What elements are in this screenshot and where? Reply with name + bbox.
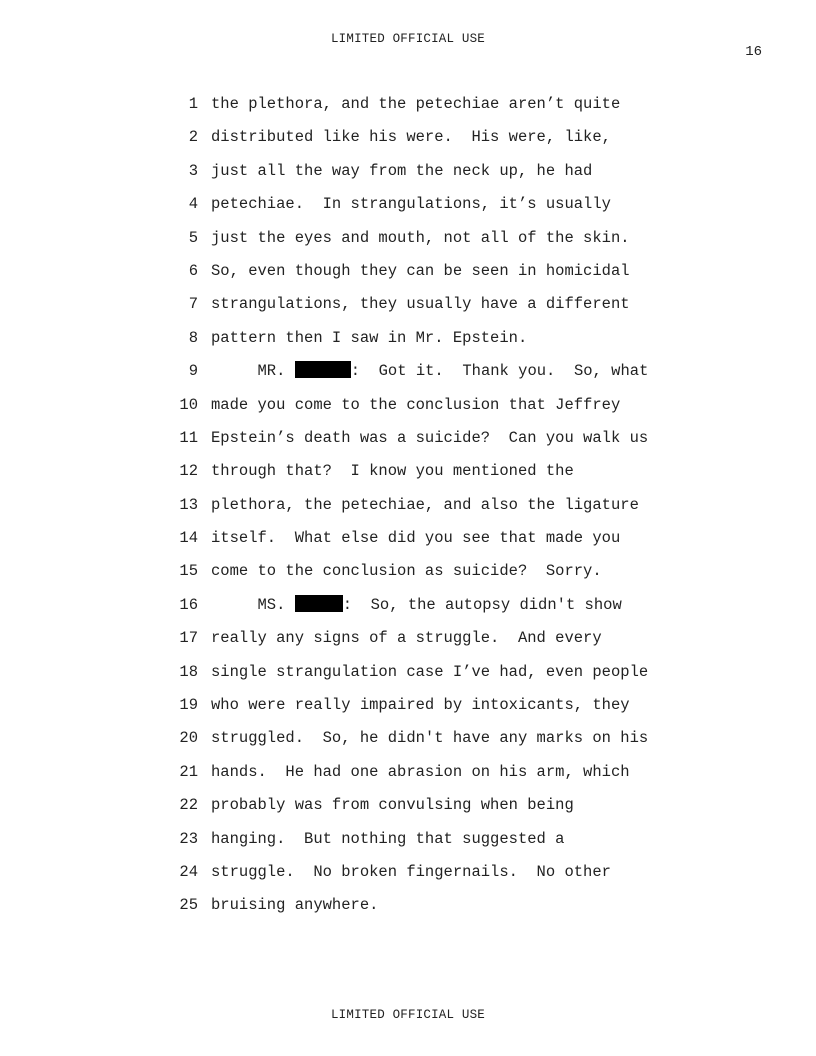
line-text: strangulations, they usually have a different xyxy=(211,295,630,314)
line-text: just the eyes and mouth, not all of the skin. xyxy=(211,228,630,247)
redaction-block xyxy=(295,595,343,612)
line-number: 11 xyxy=(179,428,198,447)
transcript-line xyxy=(168,893,688,926)
line-number: 6 xyxy=(188,261,198,280)
line-number: 1 xyxy=(188,95,198,113)
transcript-line xyxy=(168,459,688,492)
line-number: 10 xyxy=(179,395,198,414)
line-text: petechiae. In strangulations, it’s usually xyxy=(211,195,611,214)
line-text: struggle. No broken fingernails. No other xyxy=(211,862,611,881)
line-text: single strangulation case I’ve had, even people xyxy=(211,662,649,681)
line-text: distributed like his were. His were, like, xyxy=(211,128,611,147)
line-text: struggled. So, he didn't have any marks on his xyxy=(211,729,649,748)
transcript-line xyxy=(168,159,688,192)
line-number: 24 xyxy=(179,862,198,881)
line-number: 17 xyxy=(179,629,198,648)
line-text: So, even though they can be seen in homicidal xyxy=(211,261,630,280)
speaker-label: MS. xyxy=(211,595,295,614)
transcript-line xyxy=(168,760,688,793)
line-text: really any signs of a struggle. And every xyxy=(211,629,602,648)
line-text: bruising anywhere. xyxy=(211,896,379,915)
transcript-line xyxy=(168,693,688,726)
line-number: 19 xyxy=(179,696,198,715)
line-number: 23 xyxy=(179,829,198,848)
line-number: 2 xyxy=(188,128,198,147)
line-number: 13 xyxy=(179,495,198,514)
line-number: 9 xyxy=(188,362,198,381)
line-number: 21 xyxy=(179,762,198,781)
line-text: hanging. But nothing that suggested a xyxy=(211,829,565,848)
transcript-line xyxy=(168,426,688,459)
redaction-block xyxy=(295,361,351,378)
line-text: pattern then I saw in Mr. Epstein. xyxy=(211,328,528,347)
line-number: 18 xyxy=(179,662,198,681)
line-text: who were really impaired by intoxicants, they xyxy=(211,696,630,715)
line-text: : So, the autopsy didn't show xyxy=(342,595,622,614)
transcript-line xyxy=(168,559,688,592)
line-text: the plethora, and the petechiae aren’t quite xyxy=(211,95,621,113)
line-number: 7 xyxy=(188,295,198,314)
transcript-line xyxy=(168,526,688,559)
line-number: 25 xyxy=(179,896,198,915)
transcript-line xyxy=(168,827,688,860)
line-text: Epstein’s death was a suicide? Can you walk us xyxy=(211,428,649,447)
line-text: made you come to the conclusion that Jeffrey xyxy=(211,395,621,414)
line-number: 15 xyxy=(179,562,198,581)
line-text: hands. He had one abrasion on his arm, which xyxy=(211,762,630,781)
line-text: plethora, the petechiae, and also the ligature xyxy=(211,495,639,514)
page-number: 16 xyxy=(745,44,762,60)
transcript-line xyxy=(168,660,688,693)
transcript-line xyxy=(168,626,688,659)
transcript-line xyxy=(168,860,688,893)
transcript-line xyxy=(168,493,688,526)
transcript-line xyxy=(168,593,688,626)
transcript-line xyxy=(168,359,688,392)
transcript-body xyxy=(168,92,688,927)
line-text: : Got it. Thank you. So, what xyxy=(350,362,649,381)
transcript-line xyxy=(168,326,688,359)
transcript-line xyxy=(168,92,688,125)
speaker-label: MR. xyxy=(211,362,295,381)
transcript-line xyxy=(168,393,688,426)
line-number: 22 xyxy=(179,796,198,815)
transcript-line xyxy=(168,259,688,292)
line-number: 12 xyxy=(179,462,198,481)
transcript-line xyxy=(168,726,688,759)
line-number: 20 xyxy=(179,729,198,748)
line-text: just all the way from the neck up, he had xyxy=(211,161,593,180)
transcript-line xyxy=(168,192,688,225)
transcript-line xyxy=(168,292,688,325)
line-number: 8 xyxy=(188,328,198,347)
line-number: 5 xyxy=(188,228,198,247)
line-number: 4 xyxy=(188,195,198,214)
line-text: come to the conclusion as suicide? Sorry. xyxy=(211,562,602,581)
line-number: 14 xyxy=(179,529,198,548)
transcript-line xyxy=(168,226,688,259)
header-classification: LIMITED OFFICIAL USE xyxy=(330,32,486,46)
footer-classification: LIMITED OFFICIAL USE xyxy=(330,1008,486,1022)
line-text: probably was from convulsing when being xyxy=(211,796,574,815)
line-number: 16 xyxy=(179,595,198,614)
line-text: itself. What else did you see that made you xyxy=(211,529,621,548)
line-text: through that? I know you mentioned the xyxy=(211,462,574,481)
transcript-line xyxy=(168,793,688,826)
line-number: 3 xyxy=(188,161,198,180)
transcript-line xyxy=(168,125,688,158)
